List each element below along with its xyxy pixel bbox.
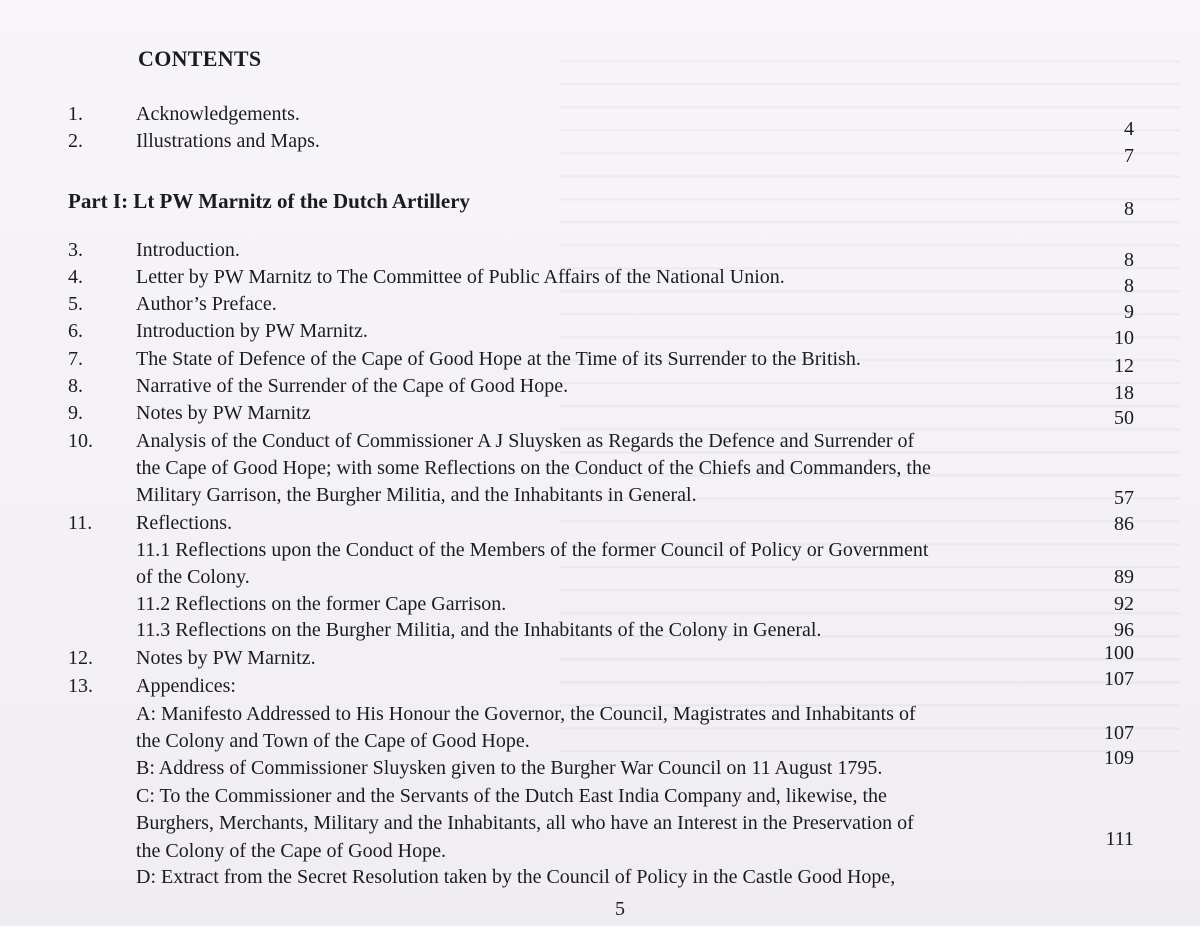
entry-page: 57: [1114, 487, 1134, 509]
entry-title-line: the Colony of the Cape of Good Hope.: [136, 840, 446, 862]
entry-page: 109: [1104, 747, 1134, 769]
entry-title: Acknowledgements.: [136, 103, 300, 125]
entry-number: 5.: [68, 293, 83, 315]
entry-title-line: of the Colony.: [136, 566, 250, 588]
entry-page: 9: [1124, 301, 1134, 323]
entry-page: 100: [1104, 642, 1134, 664]
entry-title: The State of Defence of the Cape of Good Hope at the Time of its Surrender to the British.: [136, 348, 861, 370]
entry-title: 11.2 Reflections on the former Cape Garrison.: [136, 593, 507, 615]
entry-title: Introduction by PW Marnitz.: [136, 320, 368, 342]
entry-number: 1.: [68, 103, 83, 125]
entry-page: 96: [1114, 619, 1134, 641]
entry-number: 12.: [68, 647, 93, 669]
entry-title: Letter by PW Marnitz to The Committee of Public Affairs of the National Union.: [136, 266, 785, 288]
entry-title: D: Extract from the Secret Resolution taken by the Council of Policy in the Castle Good Hope,: [136, 866, 896, 888]
entry-page: 89: [1114, 566, 1134, 588]
entry-title-line: the Cape of Good Hope; with some Reflections on the Conduct of the Chiefs and Commanders, the: [136, 457, 931, 479]
entry-number: 4.: [68, 266, 83, 288]
entry-page: 4: [1124, 118, 1134, 140]
entry-title-line: 11.1 Reflections upon the Conduct of the Members of the former Council of Policy or Government: [136, 539, 929, 561]
entry-number: 13.: [68, 675, 93, 697]
contents-heading: CONTENTS: [138, 46, 262, 71]
entry-title: B: Address of Commissioner Sluysken given to the Burgher War Council on 11 August 1795.: [136, 757, 883, 779]
entry-number: 2.: [68, 130, 83, 152]
entry-page: 50: [1114, 407, 1134, 429]
entry-page: 8: [1124, 275, 1134, 297]
entry-title-line: C: To the Commissioner and the Servants of the Dutch East India Company and, likewise, the: [136, 785, 887, 807]
entry-number: 3.: [68, 239, 83, 261]
entry-title: Appendices:: [136, 675, 236, 697]
entry-page: 86: [1114, 513, 1134, 535]
entry-title: Author’s Preface.: [136, 293, 277, 315]
entry-title: Introduction.: [136, 239, 240, 261]
entry-title: Reflections.: [136, 512, 233, 534]
entry-page: 10: [1114, 327, 1134, 349]
entry-title: Narrative of the Surrender of the Cape of Good Hope.: [136, 375, 569, 397]
entry-title: Notes by PW Marnitz: [136, 402, 311, 424]
entry-page: 8: [1124, 249, 1134, 271]
entry-page: 107: [1104, 668, 1134, 690]
part-title: Part I: Lt PW Marnitz of the Dutch Artillery: [68, 189, 471, 213]
entry-title: Illustrations and Maps.: [136, 130, 320, 152]
entry-number: 10.: [68, 430, 93, 452]
entry-title-line: Military Garrison, the Burgher Militia, and the Inhabitants in General.: [136, 484, 697, 506]
entry-number: 7.: [68, 348, 83, 370]
entry-title-line: the Colony and Town of the Cape of Good Hope.: [136, 730, 530, 752]
part-page: 8: [1124, 198, 1134, 220]
entry-title: Notes by PW Marnitz.: [136, 647, 316, 669]
entry-title-line: Analysis of the Conduct of Commissioner A J Sluysken as Regards the Defence and Surrender of: [136, 430, 915, 452]
entry-number: 8.: [68, 375, 83, 397]
entry-title-line: A: Manifesto Addressed to His Honour the Governor, the Council, Magistrates and Inhabitants of: [136, 703, 916, 725]
entry-page: 7: [1124, 145, 1134, 167]
entry-number: 11.: [68, 512, 93, 534]
entry-title: 11.3 Reflections on the Burgher Militia, and the Inhabitants of the Colony in General.: [136, 619, 822, 641]
entry-title-line: Burghers, Merchants, Military and the Inhabitants, all who have an Interest in the Preservation of: [136, 812, 914, 834]
entry-number: 9.: [68, 402, 83, 424]
entry-page: 92: [1114, 593, 1134, 615]
entry-page: 107: [1104, 722, 1134, 744]
page-number: 5: [615, 898, 625, 920]
entry-number: 6.: [68, 320, 83, 342]
entry-page: 12: [1114, 355, 1134, 377]
entry-page: 111: [1105, 828, 1134, 850]
entry-page: 18: [1114, 382, 1134, 404]
